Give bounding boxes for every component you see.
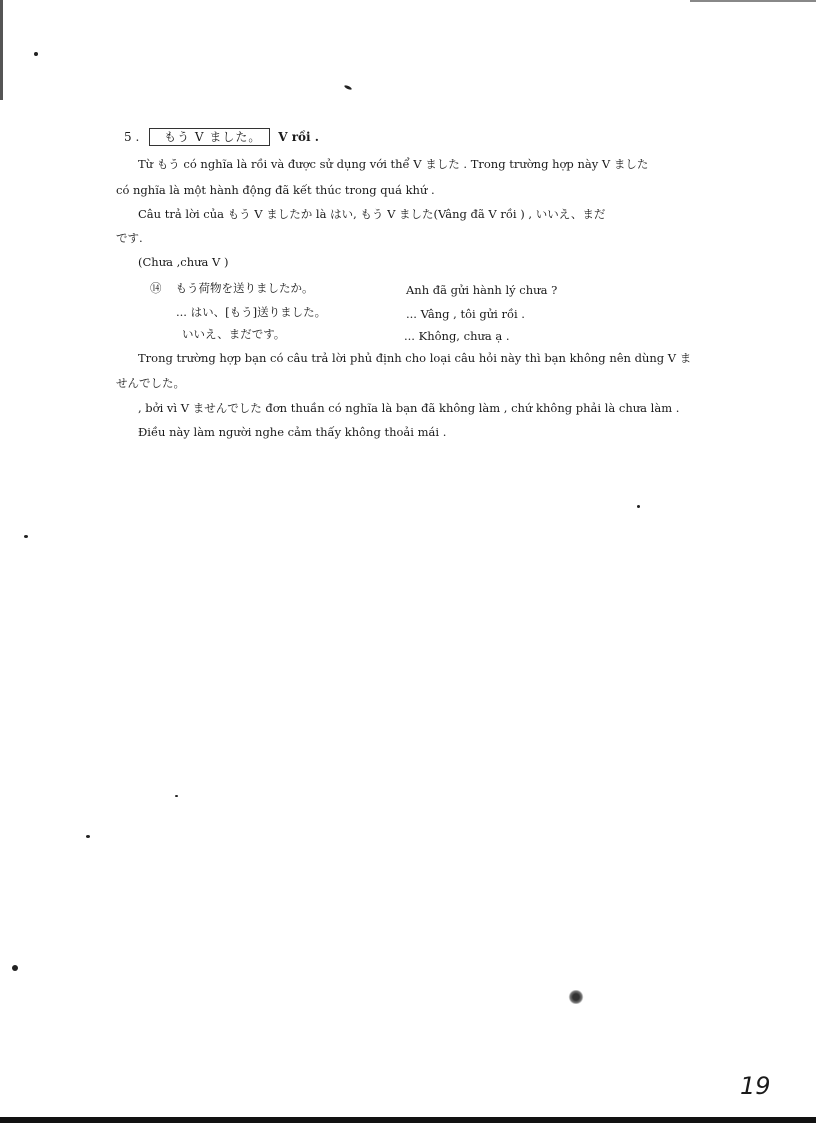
paragraph-1-line-1: Từ もう có nghĩa là rồi và được sử dụng với thể V ました . Trong trường hợp này V ました xyxy=(138,157,649,171)
example-answer-1-jp: ... はい、[もう]送りました。 xyxy=(176,305,327,319)
section-number: 5 . xyxy=(124,130,140,144)
note-1-line-2: せんでした。 xyxy=(116,376,185,390)
paragraph-2-line-3: (Chưa ,chưa V ) xyxy=(138,255,229,269)
page-number: 19 xyxy=(740,1072,771,1100)
example-question-vi: Anh đã gửi hành lý chưa ? xyxy=(406,283,558,297)
example-question-jp-text: もう荷物を送りましたか。 xyxy=(175,281,314,295)
scan-speck xyxy=(637,505,640,508)
scan-smudge xyxy=(568,990,584,1004)
example-answer-1-vi: ... Vâng , tôi gửi rồi . xyxy=(406,307,525,321)
example-marker: ⑭ xyxy=(150,281,162,295)
scan-speck xyxy=(24,535,28,538)
scan-edge-top xyxy=(690,0,816,2)
example-answer-2-vi: ... Không, chưa ạ . xyxy=(404,329,510,343)
note-1-line-1: Trong trường hợp bạn có câu trả lời phủ định cho loại câu hỏi này thì bạn không nên dùng V ま xyxy=(138,351,692,365)
scan-speck xyxy=(86,835,90,838)
example-answer-2-jp: いいえ、まだです。 xyxy=(182,327,286,341)
paragraph-2-line-1: Câu trả lời của もう V ましたか là はい, もう V ました(Vâng đã V rồi ) , いいえ、まだ xyxy=(138,207,606,221)
scan-speck xyxy=(34,52,38,56)
note-3: Điều này làm người nghe cảm thấy không thoải mái . xyxy=(138,425,447,439)
scan-edge-left xyxy=(0,0,3,100)
scan-speck xyxy=(12,965,18,971)
example-question-jp xyxy=(150,280,314,296)
section-title-boxed: もう V ました。 xyxy=(149,128,270,146)
paragraph-1-line-2: có nghĩa là một hành động đã kết thúc trong quá khứ . xyxy=(116,183,435,197)
scan-speck xyxy=(344,84,353,90)
section-heading xyxy=(124,128,319,146)
scan-speck xyxy=(175,795,178,797)
scan-edge-bottom xyxy=(0,1117,816,1123)
paragraph-2-line-2: です. xyxy=(116,231,143,245)
section-title-suffix: V rồi . xyxy=(278,130,319,144)
note-2: , bởi vì V ませんでした đơn thuần có nghĩa là bạn đã không làm , chứ không phải là chưa làm . xyxy=(138,401,680,415)
